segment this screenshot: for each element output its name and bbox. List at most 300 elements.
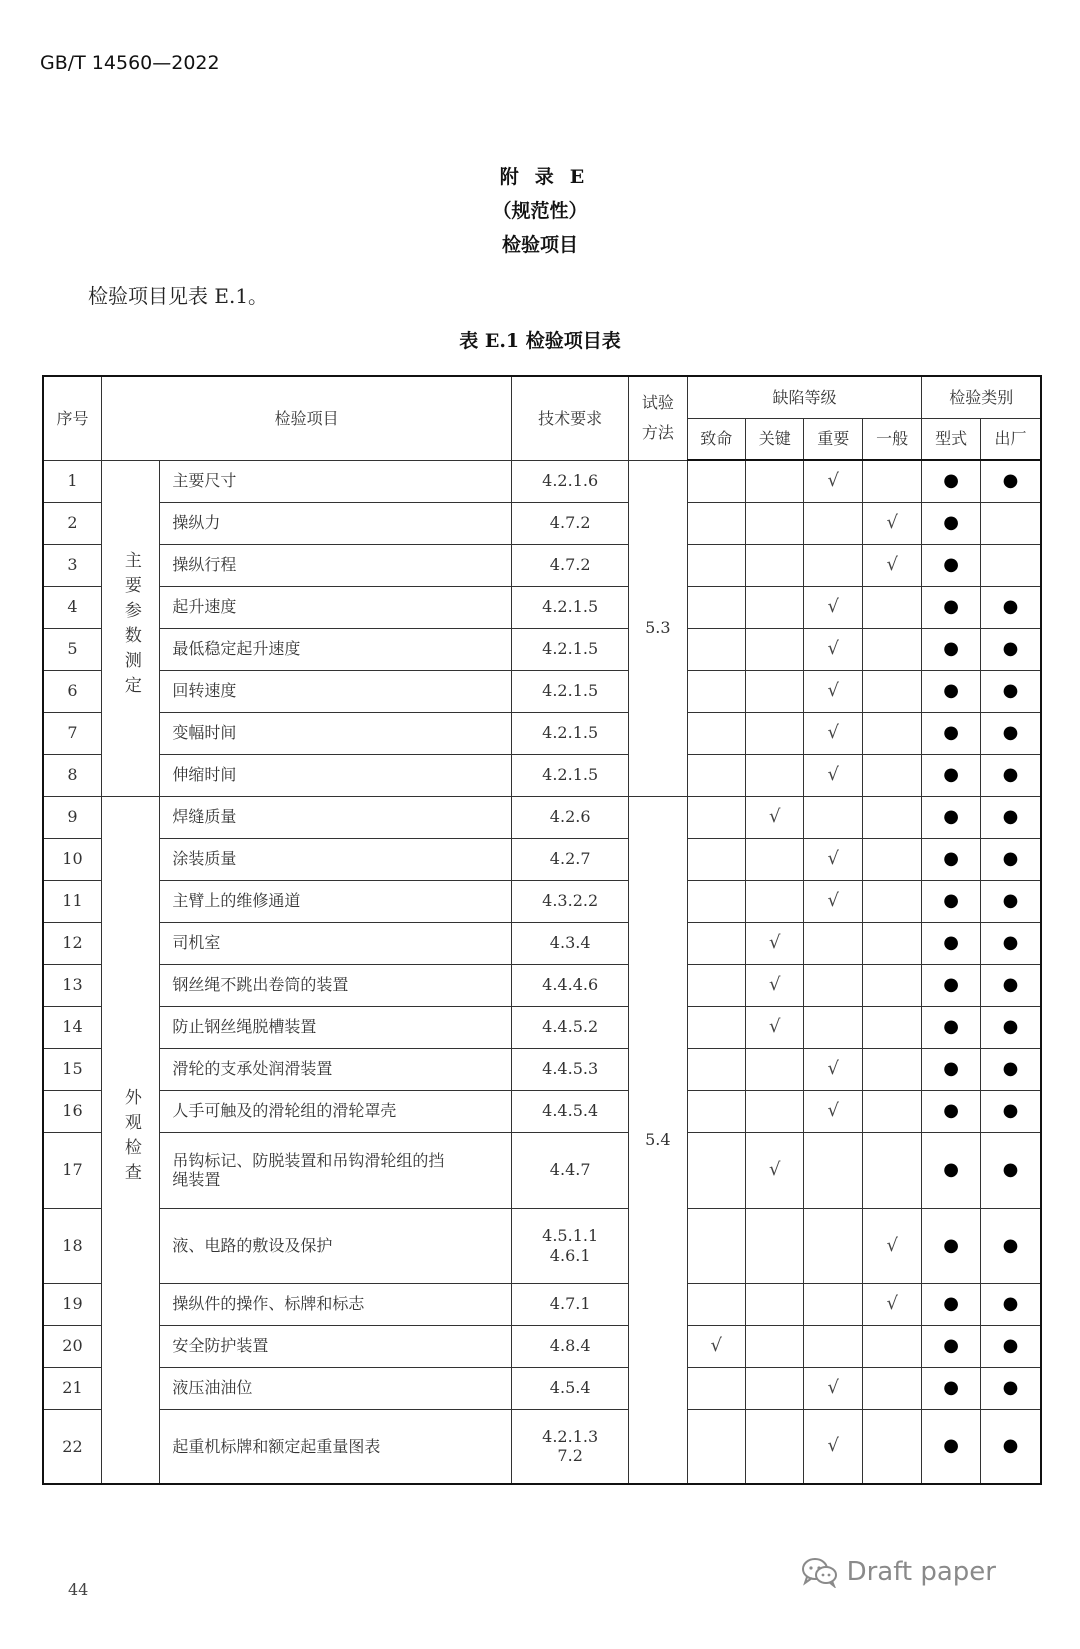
row-number: 9 <box>43 796 101 838</box>
group-label: 主要参数测定 <box>120 550 141 701</box>
check-mark: √ <box>827 764 839 786</box>
item-name: 滑轮的支承处润滑装置 <box>160 1048 512 1090</box>
grade-key-cell <box>746 796 804 838</box>
grade-key-cell <box>746 1325 804 1367</box>
type-test-cell <box>922 1090 980 1132</box>
row-number: 19 <box>43 1283 101 1325</box>
row-number: 12 <box>43 922 101 964</box>
dot-mark: ● <box>1002 680 1019 702</box>
header-major: 重要 <box>804 418 862 460</box>
header-defect-grade: 缺陷等级 <box>687 376 922 418</box>
item-name: 主臂上的维修通道 <box>160 880 512 922</box>
tech-requirement: 4.3.2.2 <box>512 880 629 922</box>
row-number: 3 <box>43 544 101 586</box>
grade-major-cell <box>804 544 862 586</box>
grade-key-cell <box>746 1090 804 1132</box>
row-number: 1 <box>43 460 101 502</box>
grade-key-cell <box>746 964 804 1006</box>
table-row <box>43 544 1041 586</box>
dot-mark: ● <box>1002 1335 1019 1357</box>
dot-mark: ● <box>1002 1159 1019 1181</box>
header-factory: 出厂 <box>980 418 1041 460</box>
item-name: 回转速度 <box>160 670 512 712</box>
factory-test-cell <box>980 1409 1041 1484</box>
item-name: 变幅时间 <box>160 712 512 754</box>
test-method: 5.4 <box>629 796 687 1484</box>
table-row <box>43 502 1041 544</box>
check-mark: √ <box>827 1058 839 1080</box>
test-method: 5.3 <box>629 460 687 796</box>
group-main-params <box>101 460 159 796</box>
item-name: 液、电路的敷设及保护 <box>160 1208 512 1283</box>
grade-fatal-cell <box>687 502 745 544</box>
item-name: 焊缝质量 <box>160 796 512 838</box>
grade-major-cell <box>804 796 862 838</box>
item-line: 吊钩标记、防脱装置和吊钩滑轮组的挡 <box>172 1150 445 1170</box>
dot-mark: ● <box>1002 1234 1019 1256</box>
grade-major-cell <box>804 670 862 712</box>
grade-key-cell <box>746 1283 804 1325</box>
annex-name: 检验项目 <box>501 234 578 256</box>
grade-major-cell <box>804 1325 862 1367</box>
grade-key-cell <box>746 1367 804 1409</box>
grade-key-cell <box>746 1006 804 1048</box>
grade-major-cell <box>804 502 862 544</box>
check-mark: √ <box>827 1100 839 1122</box>
dot-mark: ● <box>943 1159 960 1181</box>
factory-test-cell <box>980 796 1041 838</box>
grade-key-cell <box>746 670 804 712</box>
type-test-cell <box>922 670 980 712</box>
factory-test-cell <box>980 838 1041 880</box>
row-number: 13 <box>43 964 101 1006</box>
tech-requirement: 4.4.5.2 <box>512 1006 629 1048</box>
dot-mark: ● <box>1002 932 1019 954</box>
dot-mark: ● <box>943 1435 960 1457</box>
type-test-cell <box>922 544 980 586</box>
factory-test-cell <box>980 670 1041 712</box>
dot-mark: ● <box>943 722 960 744</box>
row-number: 22 <box>43 1409 101 1484</box>
dot-mark: ● <box>943 1016 960 1038</box>
grade-general-cell <box>862 1325 922 1367</box>
row-number: 21 <box>43 1367 101 1409</box>
header-method-line: 试验 <box>641 393 674 413</box>
factory-test-cell <box>980 964 1041 1006</box>
type-test-cell <box>922 712 980 754</box>
factory-test-cell <box>980 1367 1041 1409</box>
grade-general-cell <box>862 670 922 712</box>
grade-key-cell <box>746 460 804 502</box>
factory-test-cell <box>980 1325 1041 1367</box>
type-test-cell <box>922 838 980 880</box>
dot-mark: ● <box>1002 638 1019 660</box>
req-line: 4.5.1.1 <box>542 1226 599 1246</box>
type-test-cell <box>922 1048 980 1090</box>
dot-mark: ● <box>1002 596 1019 618</box>
grade-major-cell <box>804 628 862 670</box>
standard-code: GB/T 14560—2022 <box>40 52 220 74</box>
item-name: 防止钢丝绳脱槽装置 <box>160 1006 512 1048</box>
grade-general-cell <box>862 964 922 1006</box>
header-fatal: 致命 <box>687 418 745 460</box>
grade-general-cell <box>862 1283 922 1325</box>
item-name: 主要尺寸 <box>160 460 512 502</box>
factory-test-cell <box>980 544 1041 586</box>
item-name: 钢丝绳不跳出卷筒的装置 <box>160 964 512 1006</box>
check-mark: √ <box>769 1016 781 1038</box>
type-test-cell <box>922 1325 980 1367</box>
grade-general-cell <box>862 838 922 880</box>
dot-mark: ● <box>943 1058 960 1080</box>
check-mark: √ <box>827 638 839 660</box>
header-general: 一般 <box>862 418 922 460</box>
dot-mark: ● <box>943 1100 960 1122</box>
grade-key-cell <box>746 628 804 670</box>
item-line: 绳装置 <box>172 1170 221 1189</box>
dot-mark: ● <box>1002 806 1019 828</box>
grade-fatal-cell <box>687 670 745 712</box>
check-mark: √ <box>769 932 781 954</box>
grade-major-cell <box>804 1132 862 1208</box>
grade-fatal-cell <box>687 1048 745 1090</box>
factory-test-cell <box>980 754 1041 796</box>
grade-key-cell <box>746 712 804 754</box>
type-test-cell <box>922 1208 980 1283</box>
grade-key-cell <box>746 880 804 922</box>
row-number: 11 <box>43 880 101 922</box>
page-number: 44 <box>68 1580 89 1599</box>
dot-mark: ● <box>1002 1377 1019 1399</box>
check-mark: √ <box>886 1234 898 1256</box>
group-label: 外观检查 <box>120 1087 141 1188</box>
table-row <box>43 922 1041 964</box>
grade-general-cell <box>862 502 922 544</box>
item-name: 操纵件的操作、标牌和标志 <box>160 1283 512 1325</box>
check-mark: √ <box>827 596 839 618</box>
check-mark: √ <box>827 890 839 912</box>
grade-key-cell <box>746 1208 804 1283</box>
factory-test-cell <box>980 1132 1041 1208</box>
item-name: 司机室 <box>160 922 512 964</box>
factory-test-cell <box>980 502 1041 544</box>
table-row <box>43 460 1041 502</box>
check-mark: √ <box>769 1159 781 1181</box>
grade-key-cell <box>746 544 804 586</box>
grade-fatal-cell <box>687 838 745 880</box>
factory-test-cell <box>980 1283 1041 1325</box>
factory-test-cell <box>980 1208 1041 1283</box>
table-row <box>43 712 1041 754</box>
grade-major-cell <box>804 1090 862 1132</box>
factory-test-cell <box>980 922 1041 964</box>
type-test-cell <box>922 922 980 964</box>
grade-fatal-cell <box>687 586 745 628</box>
table-row <box>43 964 1041 1006</box>
grade-major-cell <box>804 1409 862 1484</box>
type-test-cell <box>922 460 980 502</box>
grade-general-cell <box>862 1367 922 1409</box>
item-name: 液压油油位 <box>160 1367 512 1409</box>
dot-mark: ● <box>943 638 960 660</box>
tech-requirement: 4.2.6 <box>512 796 629 838</box>
grade-general-cell <box>862 544 922 586</box>
table-row <box>43 1048 1041 1090</box>
tech-requirement: 4.2.7 <box>512 838 629 880</box>
grade-general-cell <box>862 754 922 796</box>
row-number: 2 <box>43 502 101 544</box>
item-name: 人手可触及的滑轮组的滑轮罩壳 <box>160 1090 512 1132</box>
item-name: 最低稳定起升速度 <box>160 628 512 670</box>
grade-major-cell <box>804 1283 862 1325</box>
tech-requirement: 4.5.4 <box>512 1367 629 1409</box>
type-test-cell <box>922 628 980 670</box>
grade-fatal-cell <box>687 796 745 838</box>
dot-mark: ● <box>1002 764 1019 786</box>
dot-mark: ● <box>943 1377 960 1399</box>
type-test-cell <box>922 1367 980 1409</box>
dot-mark: ● <box>1002 1293 1019 1315</box>
row-number: 6 <box>43 670 101 712</box>
dot-mark: ● <box>1002 470 1019 492</box>
grade-general-cell <box>862 880 922 922</box>
grade-key-cell <box>746 586 804 628</box>
tech-requirement <box>512 1208 629 1283</box>
grade-general-cell <box>862 586 922 628</box>
grade-key-cell <box>746 838 804 880</box>
grade-major-cell <box>804 460 862 502</box>
table-row <box>43 1090 1041 1132</box>
check-mark: √ <box>886 1293 898 1315</box>
grade-fatal-cell <box>687 754 745 796</box>
grade-major-cell <box>804 964 862 1006</box>
tech-requirement: 4.4.5.3 <box>512 1048 629 1090</box>
check-mark: √ <box>769 806 781 828</box>
type-test-cell <box>922 964 980 1006</box>
tech-requirement: 4.7.1 <box>512 1283 629 1325</box>
table-caption: 表 E.1 检验项目表 <box>459 330 621 352</box>
row-number: 15 <box>43 1048 101 1090</box>
tech-requirement: 4.4.4.6 <box>512 964 629 1006</box>
tech-requirement: 4.8.4 <box>512 1325 629 1367</box>
item-name: 伸缩时间 <box>160 754 512 796</box>
table-row <box>43 628 1041 670</box>
type-test-cell <box>922 1283 980 1325</box>
check-mark: √ <box>710 1335 723 1357</box>
row-number: 10 <box>43 838 101 880</box>
type-test-cell <box>922 502 980 544</box>
tech-requirement: 4.4.5.4 <box>512 1090 629 1132</box>
dot-mark: ● <box>943 806 960 828</box>
grade-fatal-cell <box>687 712 745 754</box>
table-row <box>43 754 1041 796</box>
grade-fatal-cell <box>687 1006 745 1048</box>
grade-fatal-cell <box>687 628 745 670</box>
table-row <box>43 1325 1041 1367</box>
header-method <box>629 376 687 460</box>
row-number: 4 <box>43 586 101 628</box>
grade-major-cell <box>804 1048 862 1090</box>
dot-mark: ● <box>943 974 960 996</box>
grade-general-cell <box>862 460 922 502</box>
header-method-line: 方法 <box>641 423 674 443</box>
dot-mark: ● <box>1002 974 1019 996</box>
row-number: 5 <box>43 628 101 670</box>
check-mark: √ <box>827 722 839 744</box>
grade-key-cell <box>746 1048 804 1090</box>
dot-mark: ● <box>1002 722 1019 744</box>
header-item: 检验项目 <box>101 376 511 460</box>
grade-fatal-cell <box>687 1090 745 1132</box>
grade-general-cell <box>862 1048 922 1090</box>
item-name: 涂装质量 <box>160 838 512 880</box>
grade-fatal-cell <box>687 1132 745 1208</box>
tech-requirement: 4.7.2 <box>512 502 629 544</box>
tech-requirement: 4.2.1.5 <box>512 628 629 670</box>
factory-test-cell <box>980 880 1041 922</box>
grade-major-cell <box>804 586 862 628</box>
grade-general-cell <box>862 796 922 838</box>
grade-general-cell <box>862 1409 922 1484</box>
grade-general-cell <box>862 628 922 670</box>
dot-mark: ● <box>943 1293 960 1315</box>
row-number: 18 <box>43 1208 101 1283</box>
factory-test-cell <box>980 712 1041 754</box>
grade-fatal-cell <box>687 1367 745 1409</box>
grade-major-cell <box>804 712 862 754</box>
dot-mark: ● <box>943 764 960 786</box>
type-test-cell <box>922 1132 980 1208</box>
item-name: 起升速度 <box>160 586 512 628</box>
table-row <box>43 1006 1041 1048</box>
tech-requirement: 4.2.1.5 <box>512 754 629 796</box>
grade-major-cell <box>804 1006 862 1048</box>
table-row <box>43 1367 1041 1409</box>
factory-test-cell <box>980 1048 1041 1090</box>
annex-type: （规范性） <box>492 200 588 222</box>
grade-fatal-cell <box>687 964 745 1006</box>
intro-text: 检验项目见表 E.1。 <box>88 284 269 308</box>
type-test-cell <box>922 796 980 838</box>
check-mark: √ <box>886 512 898 534</box>
group-appearance <box>101 796 159 1484</box>
annex-title: 附录E <box>499 166 601 188</box>
grade-general-cell <box>862 922 922 964</box>
row-number: 17 <box>43 1132 101 1208</box>
inspection-table <box>42 375 1042 1485</box>
check-mark: √ <box>827 680 839 702</box>
check-mark: √ <box>827 1377 839 1399</box>
factory-test-cell <box>980 586 1041 628</box>
dot-mark: ● <box>1002 1435 1019 1457</box>
item-name <box>160 1132 512 1208</box>
dot-mark: ● <box>1002 1016 1019 1038</box>
row-number: 20 <box>43 1325 101 1367</box>
grade-general-cell <box>862 1090 922 1132</box>
header-type-test: 型式 <box>922 418 980 460</box>
item-name: 起重机标牌和额定起重量图表 <box>160 1409 512 1484</box>
type-test-cell <box>922 1409 980 1484</box>
grade-key-cell <box>746 754 804 796</box>
table-row <box>43 1283 1041 1325</box>
dot-mark: ● <box>943 554 960 576</box>
dot-mark: ● <box>943 680 960 702</box>
check-mark: √ <box>886 554 898 576</box>
req-line: 7.2 <box>557 1446 583 1466</box>
header-req: 技术要求 <box>512 376 629 460</box>
grade-key-cell <box>746 502 804 544</box>
header-key: 关键 <box>746 418 804 460</box>
grade-general-cell <box>862 1006 922 1048</box>
tech-requirement: 4.4.7 <box>512 1132 629 1208</box>
dot-mark: ● <box>943 1234 960 1256</box>
grade-major-cell <box>804 838 862 880</box>
tech-requirement: 4.2.1.5 <box>512 670 629 712</box>
header-seq: 序号 <box>43 376 101 460</box>
type-test-cell <box>922 754 980 796</box>
dot-mark: ● <box>1002 890 1019 912</box>
grade-fatal-cell <box>687 544 745 586</box>
row-number: 16 <box>43 1090 101 1132</box>
dot-mark: ● <box>943 932 960 954</box>
tech-requirement <box>512 1409 629 1484</box>
type-test-cell <box>922 880 980 922</box>
item-name: 操纵力 <box>160 502 512 544</box>
grade-major-cell <box>804 880 862 922</box>
dot-mark: ● <box>943 890 960 912</box>
watermark <box>801 1556 996 1588</box>
req-line: 4.6.1 <box>549 1245 591 1265</box>
factory-test-cell <box>980 1090 1041 1132</box>
tech-requirement: 4.2.1.6 <box>512 460 629 502</box>
grade-major-cell <box>804 754 862 796</box>
dot-mark: ● <box>943 512 960 534</box>
check-mark: √ <box>827 1435 839 1457</box>
grade-fatal-cell <box>687 460 745 502</box>
tech-requirement: 4.2.1.5 <box>512 712 629 754</box>
wechat-icon <box>801 1556 839 1588</box>
factory-test-cell <box>980 628 1041 670</box>
grade-fatal-cell <box>687 880 745 922</box>
grade-major-cell <box>804 1208 862 1283</box>
item-name: 安全防护装置 <box>160 1325 512 1367</box>
factory-test-cell <box>980 460 1041 502</box>
dot-mark: ● <box>943 848 960 870</box>
row-number: 8 <box>43 754 101 796</box>
table-row <box>43 796 1041 838</box>
table-row <box>43 1409 1041 1484</box>
grade-fatal-cell <box>687 1208 745 1283</box>
grade-general-cell <box>862 1132 922 1208</box>
grade-fatal-cell <box>687 1283 745 1325</box>
grade-general-cell <box>862 712 922 754</box>
check-mark: √ <box>827 470 839 492</box>
table-row <box>43 670 1041 712</box>
table-row <box>43 880 1041 922</box>
header-category: 检验类别 <box>922 376 1041 418</box>
grade-fatal-cell <box>687 1409 745 1484</box>
req-line: 4.2.1.3 <box>542 1427 599 1447</box>
tech-requirement: 4.3.4 <box>512 922 629 964</box>
table-row <box>43 838 1041 880</box>
grade-key-cell <box>746 922 804 964</box>
check-mark: √ <box>827 848 839 870</box>
row-number: 14 <box>43 1006 101 1048</box>
item-name: 操纵行程 <box>160 544 512 586</box>
table-body <box>43 460 1041 1484</box>
grade-general-cell <box>862 1208 922 1283</box>
grade-key-cell <box>746 1409 804 1484</box>
